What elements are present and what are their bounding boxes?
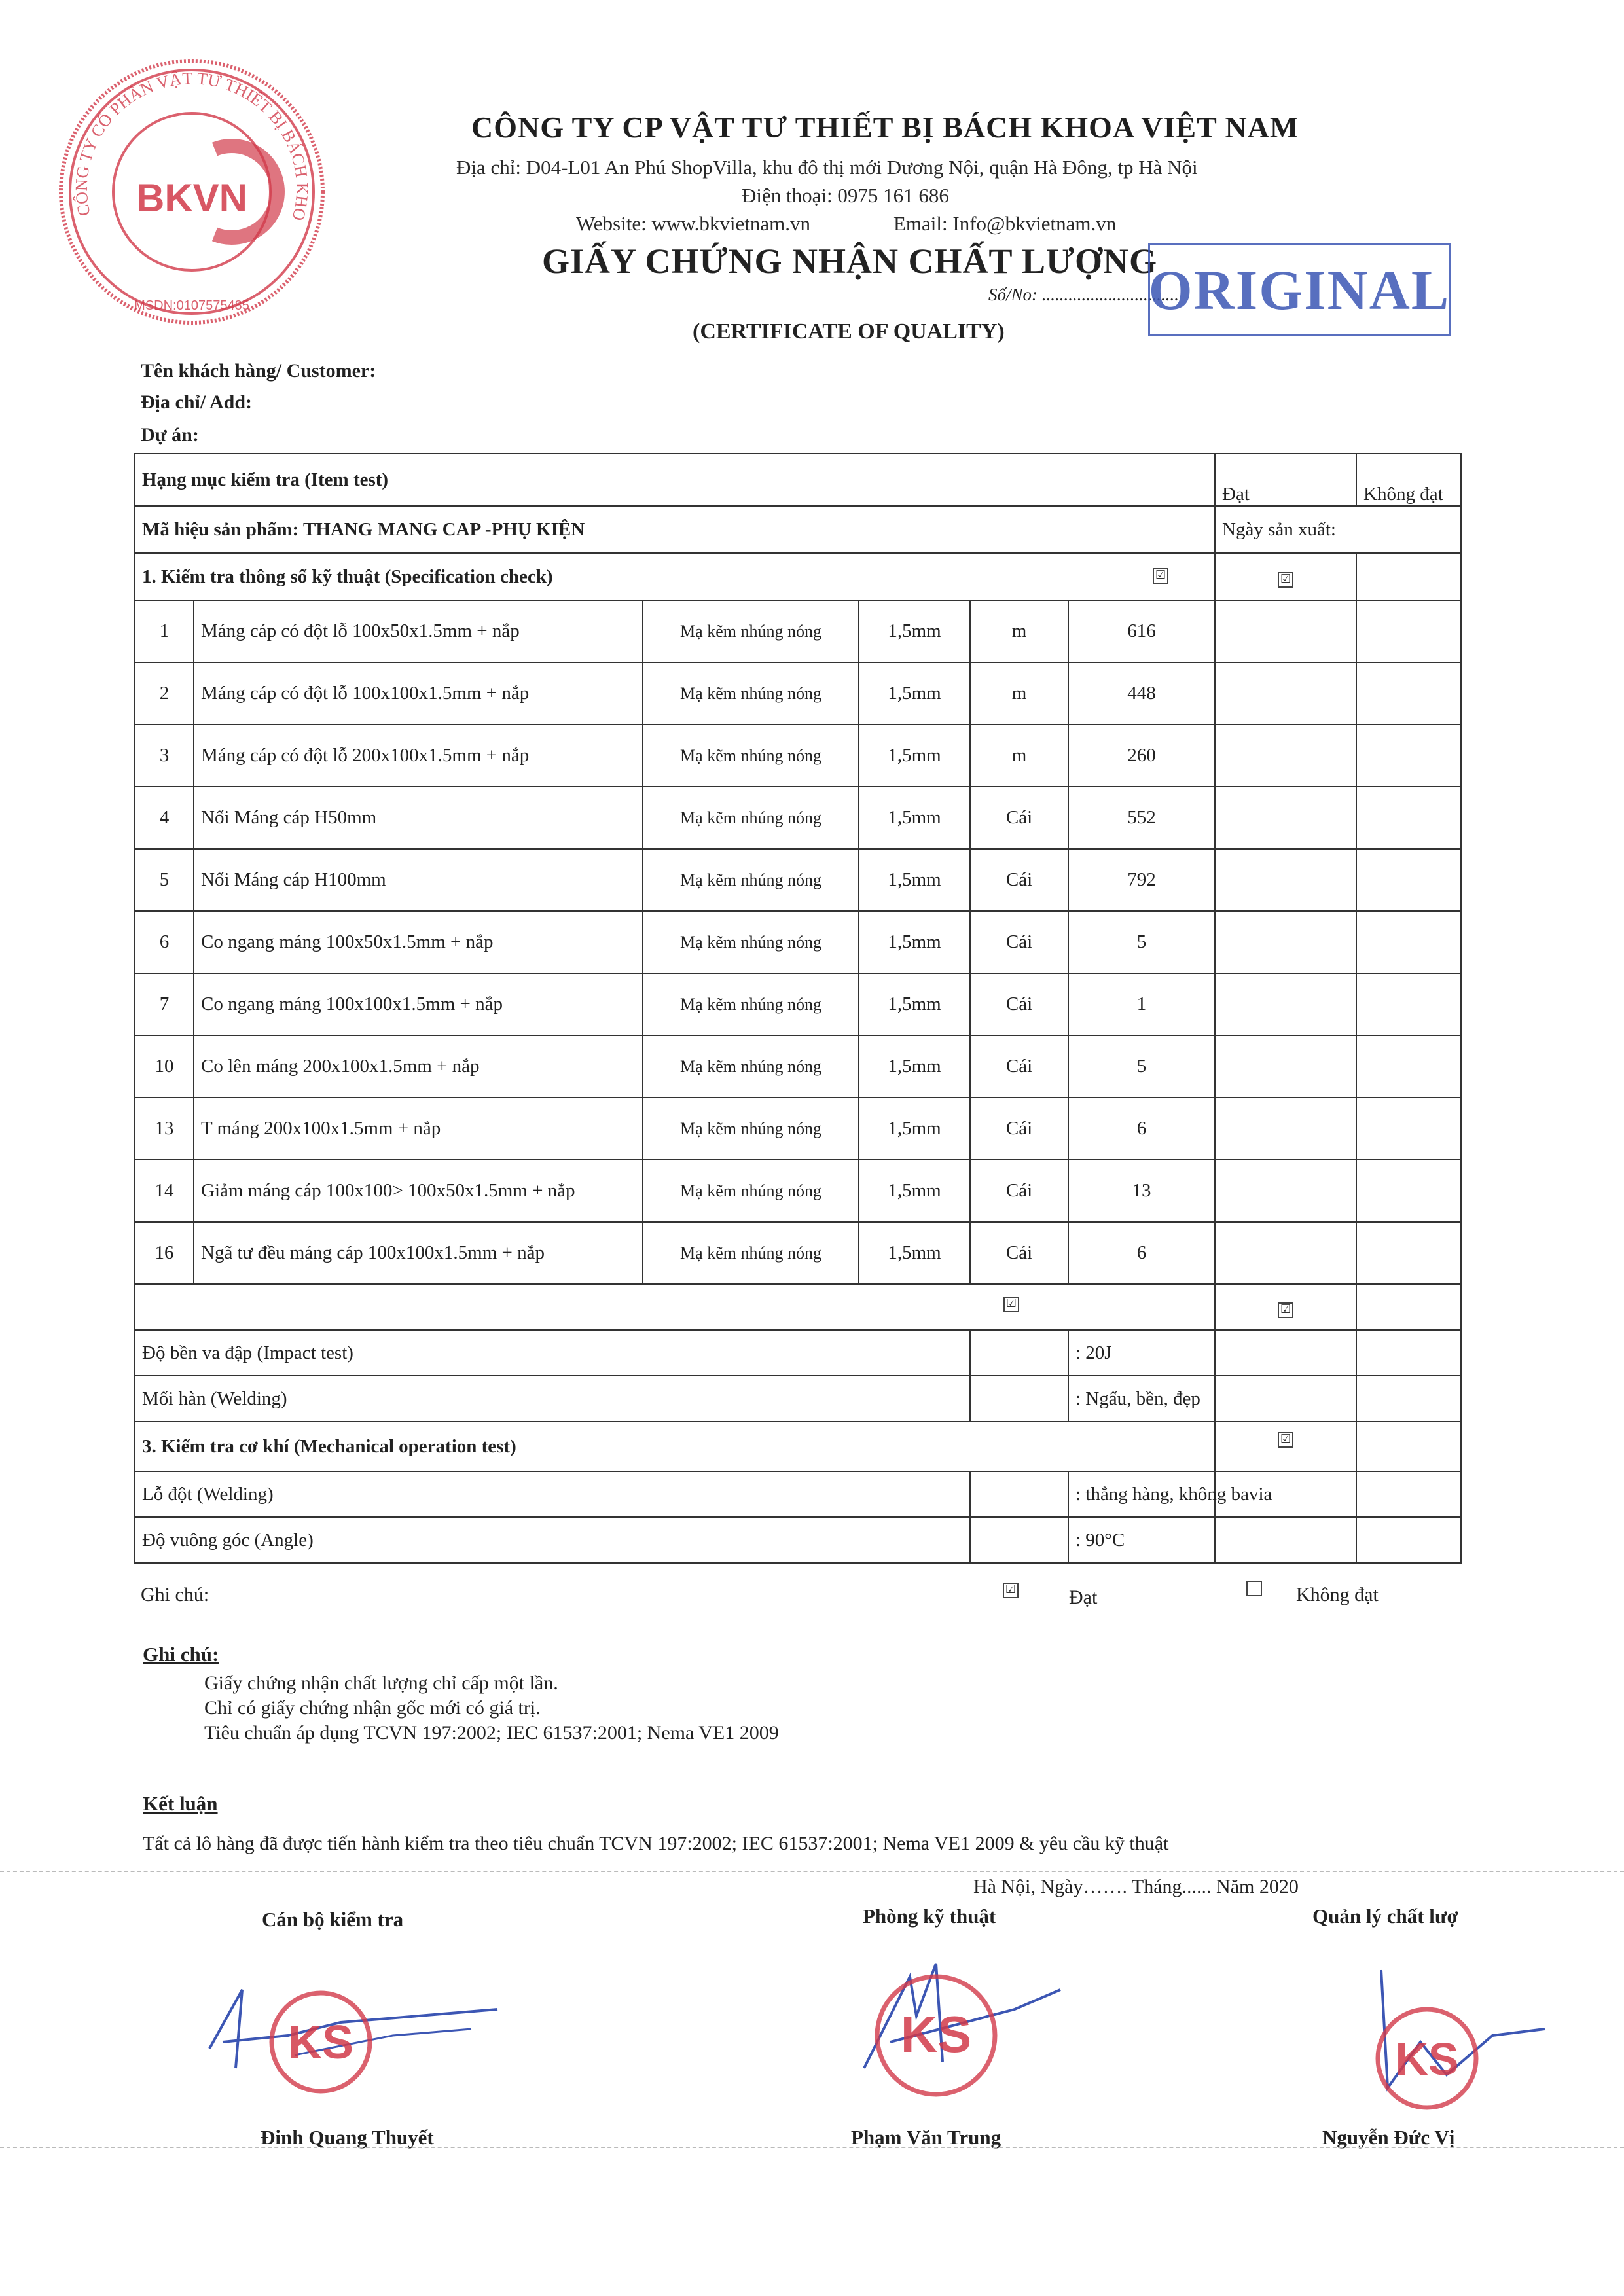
row-pass-cell (1215, 787, 1356, 849)
row-finish: Mạ kẽm nhúng nóng (643, 662, 859, 725)
punch-fail (1356, 1471, 1461, 1517)
row-fail-cell (1356, 1035, 1461, 1098)
stamp-ks-2: KS (900, 2005, 972, 2063)
signature-name-inspector: Đinh Quang Thuyết (261, 2126, 434, 2149)
row-fail-cell (1356, 662, 1461, 725)
row-finish: Mạ kẽm nhúng nóng (643, 911, 859, 973)
row-finish: Mạ kẽm nhúng nóng (643, 1098, 859, 1160)
row-pass-cell (1215, 725, 1356, 787)
signature-name-quality: Nguyễn Đức Vị (1322, 2126, 1455, 2149)
result-pass-checkbox-icon: ☑ (1003, 1583, 1019, 1598)
table-row (135, 725, 1461, 787)
row-thickness: 1,5mm (859, 973, 970, 1035)
row-quantity: 13 (1068, 1160, 1215, 1222)
table-row (135, 662, 1461, 725)
row-finish: Mạ kẽm nhúng nóng (643, 849, 859, 911)
conclusion-text: Tất cả lô hàng đã được tiến hành kiểm tra theo tiêu chuẩn TCVN 197:2002; IEC 61537:2001; Nema VE1 2009 & yêu cầu kỹ thuật (143, 1833, 1169, 1854)
company-website: Website: www.bkvietnam.vn (576, 212, 810, 235)
row-product-name: Nối Máng cáp H100mm (194, 849, 643, 911)
note-line-3: Tiêu chuẩn áp dụng TCVN 197:2002; IEC 61537:2001; Nema VE1 2009 (204, 1722, 779, 1744)
angle-label: Độ vuông góc (Angle) (135, 1517, 970, 1563)
section3-pass-cell (1215, 1422, 1356, 1471)
result-fail-checkbox-icon (1246, 1581, 1262, 1596)
table-row (135, 600, 1461, 662)
company-email: Email: Info@bkvietnam.vn (893, 212, 1117, 235)
table-row (135, 1160, 1461, 1222)
row-unit: m (970, 725, 1068, 787)
row-quantity: 792 (1068, 849, 1215, 911)
table-row (135, 911, 1461, 973)
row-unit: Cái (970, 1098, 1068, 1160)
row-quantity: 6 (1068, 1222, 1215, 1284)
stamp-ks-1: KS (287, 2017, 354, 2069)
row-unit: m (970, 600, 1068, 662)
conclusion-title: Kết luận (143, 1792, 218, 1815)
row-finish: Mạ kẽm nhúng nóng (643, 1035, 859, 1098)
notes-title: Ghi chú: (143, 1643, 219, 1666)
row-quantity: 448 (1068, 662, 1215, 725)
signature-quality (1348, 1957, 1564, 2114)
table-row (135, 1098, 1461, 1160)
row-quantity: 1 (1068, 973, 1215, 1035)
note-line-1: Giấy chứng nhận chất lượng chỉ cấp một lần. (204, 1672, 558, 1694)
row-product-name: Ngã tư đều máng cáp 100x100x1.5mm + nắp (194, 1222, 643, 1284)
welding-pass (1215, 1376, 1356, 1422)
item-test-row (135, 454, 1461, 506)
row-product-name: Co ngang máng 100x50x1.5mm + nắp (194, 911, 643, 973)
row-number: 4 (135, 787, 194, 849)
row-unit: m (970, 662, 1068, 725)
row-number: 1 (135, 600, 194, 662)
divider (0, 1871, 1624, 1872)
result-note-label: Ghi chú: (141, 1584, 209, 1605)
welding-label: Mối hàn (Welding) (135, 1376, 970, 1422)
row-thickness: 1,5mm (859, 600, 970, 662)
table-row (135, 1222, 1461, 1284)
date-line: Hà Nội, Ngày……. Tháng...... Năm 2020 (973, 1876, 1299, 1897)
row-number: 5 (135, 849, 194, 911)
section1-pass-checkbox-icon: ☑ (1278, 572, 1293, 588)
row-unit: Cái (970, 911, 1068, 973)
result-fail-label: Không đạt (1296, 1584, 1379, 1605)
item-test-label: Hạng mục kiểm tra (Item test) (135, 454, 1215, 506)
section3-fail-cell (1356, 1422, 1461, 1471)
row-pass-cell (1215, 662, 1356, 725)
row-product-name: T máng 200x100x1.5mm + nắp (194, 1098, 643, 1160)
row-thickness: 1,5mm (859, 725, 970, 787)
project-label: Dự án: (141, 424, 199, 446)
row-pass-cell (1215, 911, 1356, 973)
angle-empty (970, 1517, 1068, 1563)
certificate-number: Số/No: ............................... (988, 285, 1180, 304)
row-quantity: 5 (1068, 911, 1215, 973)
row-number: 16 (135, 1222, 194, 1284)
angle-fail (1356, 1517, 1461, 1563)
punch-empty (970, 1471, 1068, 1517)
row-product-name: Giảm máng cáp 100x100> 100x50x1.5mm + nắp (194, 1160, 643, 1222)
row-number: 7 (135, 973, 194, 1035)
customer-name-label: Tên khách hàng/ Customer: (141, 360, 376, 382)
row-pass-cell (1215, 1160, 1356, 1222)
product-code-row (135, 506, 1461, 553)
impact-value: : 20J (1068, 1330, 1215, 1376)
row-fail-cell (1356, 787, 1461, 849)
row-pass-cell (1215, 1222, 1356, 1284)
row-thickness: 1,5mm (859, 849, 970, 911)
row-finish: Mạ kẽm nhúng nóng (643, 973, 859, 1035)
signature-role-quality: Quản lý chất lượ (1312, 1905, 1458, 1928)
row-quantity: 6 (1068, 1098, 1215, 1160)
document-title: GIẤY CHỨNG NHẬN CHẤT LƯỢNG (542, 242, 1158, 281)
section1-text: 1. Kiểm tra thông số kỹ thuật (Specification check) (142, 565, 553, 587)
impact-pass (1215, 1330, 1356, 1376)
row-product-name: Máng cáp có đột lỗ 200x100x1.5mm + nắp (194, 725, 643, 787)
section3-label: 3. Kiểm tra cơ khí (Mechanical operation test) (135, 1422, 1215, 1471)
welding-fail (1356, 1376, 1461, 1422)
row-pass-cell (1215, 973, 1356, 1035)
product-code: Mã hiệu sản phẩm: THANG MANG CAP -PHỤ KIỆN (135, 506, 1215, 553)
row-pass-cell (1215, 600, 1356, 662)
signature-role-inspector: Cán bộ kiểm tra (262, 1908, 404, 1931)
table-row (135, 973, 1461, 1035)
row-finish: Mạ kẽm nhúng nóng (643, 725, 859, 787)
row-finish: Mạ kẽm nhúng nóng (643, 787, 859, 849)
table-row (135, 849, 1461, 911)
angle-row (135, 1517, 1461, 1563)
punch-label: Lỗ đột (Welding) (135, 1471, 970, 1517)
row-number: 3 (135, 725, 194, 787)
row-unit: Cái (970, 849, 1068, 911)
row-unit: Cái (970, 973, 1068, 1035)
row-thickness: 1,5mm (859, 787, 970, 849)
row-unit: Cái (970, 1222, 1068, 1284)
row-fail-cell (1356, 725, 1461, 787)
row-number: 10 (135, 1035, 194, 1098)
row-thickness: 1,5mm (859, 1035, 970, 1098)
row-fail-cell (1356, 911, 1461, 973)
result-pass-label: Đạt (1069, 1587, 1098, 1608)
signature-name-technical: Phạm Văn Trung (851, 2126, 1001, 2149)
row-product-name: Co lên máng 200x100x1.5mm + nắp (194, 1035, 643, 1098)
row-thickness: 1,5mm (859, 911, 970, 973)
row-fail-cell (1356, 973, 1461, 1035)
impact-fail (1356, 1330, 1461, 1376)
section1-row (135, 553, 1461, 600)
row-fail-cell (1356, 600, 1461, 662)
company-seal (51, 51, 333, 332)
customer-address-label: Địa chỉ/ Add: (141, 391, 253, 413)
company-address: Địa chỉ: D04-L01 An Phú ShopVilla, khu đô thị mới Dương Nội, quận Hà Đông, tp Hà Nội (456, 156, 1198, 179)
section2-pass-cell (1215, 1284, 1356, 1330)
document-subtitle: (CERTIFICATE OF QUALITY) (693, 319, 1005, 344)
row-thickness: 1,5mm (859, 662, 970, 725)
row-pass-cell (1215, 1035, 1356, 1098)
row-number: 6 (135, 911, 194, 973)
note-line-2: Chỉ có giấy chứng nhận gốc mới có giá trị. (204, 1697, 541, 1719)
punch-value: : thẳng hàng, không bavia (1068, 1471, 1215, 1517)
signature-inspector-icon (196, 1970, 511, 2114)
company-name: CÔNG TY CP VẬT TƯ THIẾT BỊ BÁCH KHOA VIỆT NAM (471, 111, 1299, 144)
signature-inspector (196, 1970, 511, 2114)
welding-row (135, 1376, 1461, 1422)
row-quantity: 260 (1068, 725, 1215, 787)
row-quantity: 5 (1068, 1035, 1215, 1098)
row-fail-cell (1356, 1098, 1461, 1160)
section2-pass-checkbox-icon: ☑ (1278, 1302, 1293, 1318)
table-row (135, 787, 1461, 849)
production-date: Ngày sản xuất: (1215, 506, 1461, 553)
company-phone: Điện thoại: 0975 161 686 (742, 184, 949, 207)
row-fail-cell (1356, 1160, 1461, 1222)
row-unit: Cái (970, 787, 1068, 849)
section2-checkbox-icon: ☑ (1003, 1297, 1019, 1312)
section2-fail-cell (1356, 1284, 1461, 1330)
row-finish: Mạ kẽm nhúng nóng (643, 600, 859, 662)
section3-row (135, 1422, 1461, 1471)
section2-row (135, 1284, 1461, 1330)
seal-icon (51, 51, 333, 332)
signature-quality-icon (1348, 1957, 1564, 2114)
angle-pass (1215, 1517, 1356, 1563)
row-thickness: 1,5mm (859, 1160, 970, 1222)
punch-row (135, 1471, 1461, 1517)
row-product-name: Co ngang máng 100x100x1.5mm + nắp (194, 973, 643, 1035)
signature-technical (851, 1937, 1126, 2114)
row-fail-cell (1356, 849, 1461, 911)
pass-header: Đạt (1215, 454, 1356, 506)
angle-value: : 90°C (1068, 1517, 1215, 1563)
row-unit: Cái (970, 1035, 1068, 1098)
row-unit: Cái (970, 1160, 1068, 1222)
section1-checkbox-icon: ☑ (1153, 568, 1168, 584)
section2-label (135, 1284, 1215, 1330)
row-thickness: 1,5mm (859, 1098, 970, 1160)
footer-divider (0, 2147, 1624, 2148)
signature-role-technical: Phòng kỹ thuật (863, 1905, 996, 1928)
fail-header: Không đạt (1356, 454, 1461, 506)
row-product-name: Máng cáp có đột lỗ 100x100x1.5mm + nắp (194, 662, 643, 725)
row-product-name: Nối Máng cáp H50mm (194, 787, 643, 849)
row-pass-cell (1215, 1098, 1356, 1160)
welding-value: : Ngấu, bền, đẹp (1068, 1376, 1215, 1422)
row-number: 14 (135, 1160, 194, 1222)
row-quantity: 616 (1068, 600, 1215, 662)
section3-pass-checkbox-icon: ☑ (1278, 1432, 1293, 1448)
seal-arc-text: CÔNG TY CỔ PHẦN VẬT TƯ THIẾT BỊ BÁCH KHO (71, 69, 312, 223)
row-finish: Mạ kẽm nhúng nóng (643, 1160, 859, 1222)
section1-label (135, 553, 1215, 600)
seal-logo-text: BKVN (135, 176, 248, 220)
welding-empty (970, 1376, 1068, 1422)
inspection-table (134, 453, 1462, 1564)
stamp-ks-3: KS (1395, 2034, 1459, 2085)
section1-pass-cell (1215, 553, 1356, 600)
original-stamp: ORIGINAL (1148, 243, 1451, 336)
row-pass-cell (1215, 849, 1356, 911)
impact-empty (970, 1330, 1068, 1376)
impact-label: Độ bền va đập (Impact test) (135, 1330, 970, 1376)
impact-row (135, 1330, 1461, 1376)
row-quantity: 552 (1068, 787, 1215, 849)
row-product-name: Máng cáp có đột lỗ 100x50x1.5mm + nắp (194, 600, 643, 662)
table-row (135, 1035, 1461, 1098)
row-fail-cell (1356, 1222, 1461, 1284)
seal-msdn: MSDN:0107575485 (134, 298, 249, 313)
signature-technical-icon (851, 1937, 1126, 2114)
section1-fail-cell (1356, 553, 1461, 600)
row-number: 2 (135, 662, 194, 725)
row-finish: Mạ kẽm nhúng nóng (643, 1222, 859, 1284)
row-number: 13 (135, 1098, 194, 1160)
row-thickness: 1,5mm (859, 1222, 970, 1284)
